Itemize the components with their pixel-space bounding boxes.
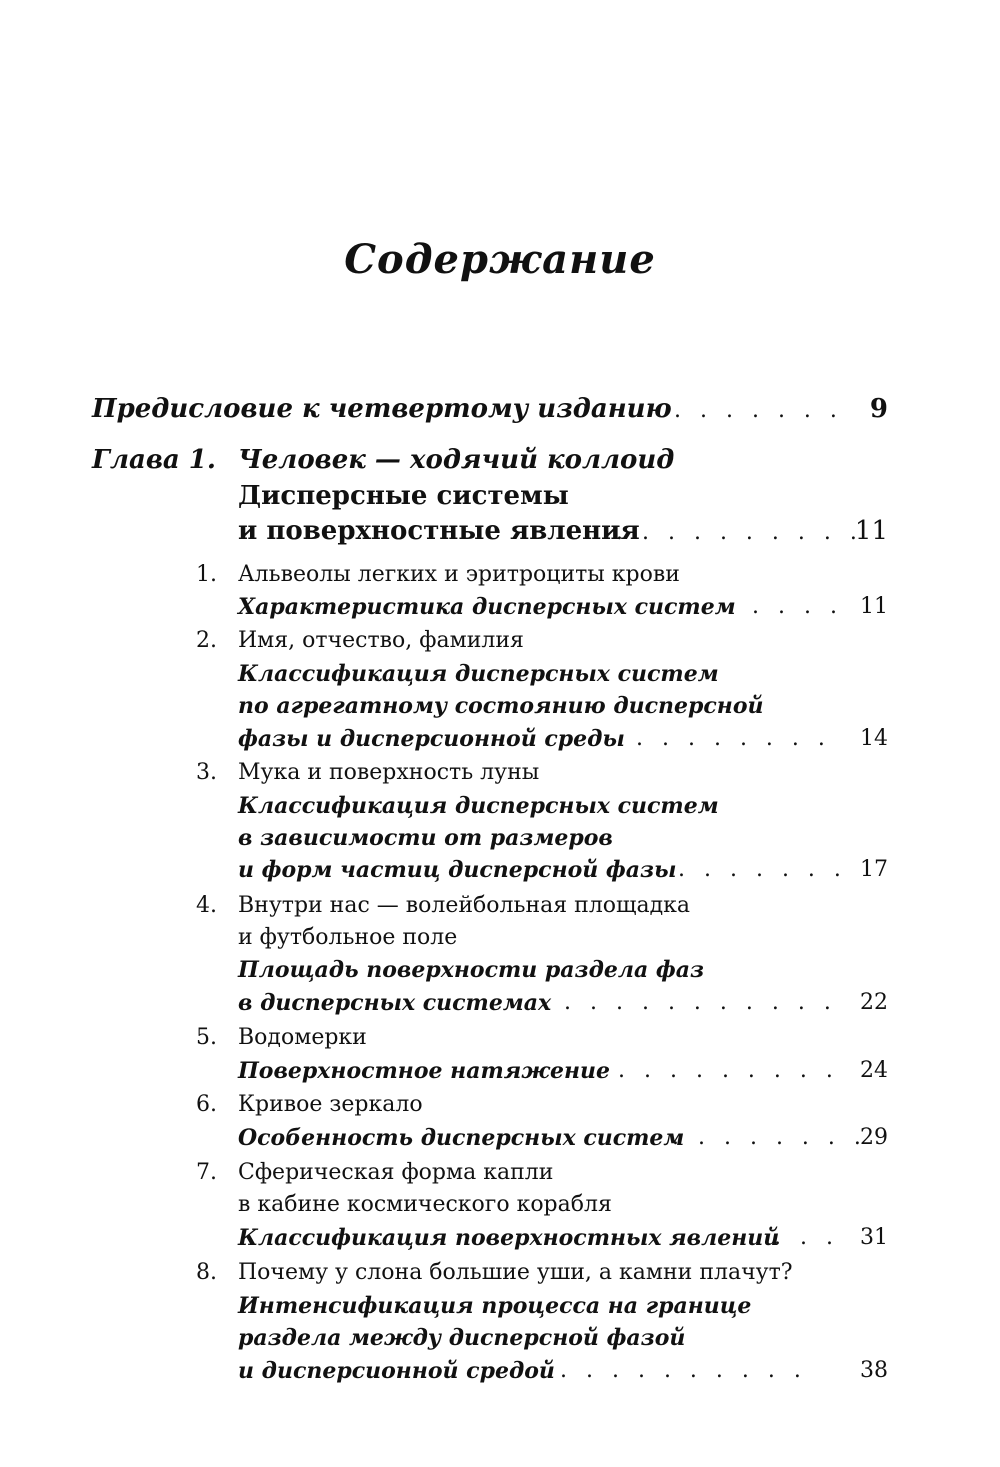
section-page-number: 22	[860, 990, 888, 1015]
section-leader: . . . . . . . . . . .	[564, 990, 837, 1015]
section-number: 1.	[196, 562, 217, 587]
section-subtitle: в дисперсных системах	[238, 990, 552, 1016]
section-title: Почему у слона большие уши, а камни плачут?	[238, 1260, 793, 1285]
chapter-title: Человек — ходячий коллоид	[238, 445, 675, 475]
section-title: Кривое зеркало	[238, 1092, 423, 1117]
section-leader: . . . . . . . .	[636, 726, 831, 751]
section-title: Внутри нас — волейбольная площадка	[238, 893, 691, 918]
section-page-number: 17	[860, 857, 888, 882]
section-subtitle: в зависимости от размеров	[238, 825, 613, 851]
section-subtitle: по агрегатному состоянию дисперсной	[238, 693, 764, 719]
section-page-number: 14	[860, 726, 888, 751]
section-number: 7.	[196, 1160, 217, 1185]
chapter-leader: . . . . . . . . . .	[616, 520, 863, 545]
section-page-number: 29	[860, 1125, 888, 1150]
section-subtitle: Особенность дисперсных систем	[238, 1125, 685, 1151]
section-leader: . . . .	[752, 594, 843, 619]
section-leader: . . . . . . . . . .	[560, 1358, 807, 1383]
section-subtitle: Классификация дисперсных систем	[238, 793, 719, 819]
section-subtitle: и дисперсионной средой	[238, 1358, 555, 1384]
section-leader: . . . . . . . .	[672, 1125, 867, 1150]
section-title: Альвеолы легких и эритроциты крови	[238, 562, 680, 587]
section-subtitle: Классификация поверхностных явлений	[238, 1225, 780, 1251]
section-leader: . . . . . . .	[678, 857, 847, 882]
section-title: в кабине космического корабля	[238, 1192, 612, 1217]
section-title: Сферическая форма капли	[238, 1160, 554, 1185]
section-number: 2.	[196, 628, 217, 653]
section-page-number: 31	[860, 1225, 888, 1250]
section-number: 3.	[196, 760, 217, 785]
section-title: Имя, отчество, фамилия	[238, 628, 524, 653]
chapter-page-number: 11	[854, 516, 888, 546]
section-subtitle: Классификация дисперсных систем	[238, 661, 719, 687]
section-page-number: 11	[860, 594, 888, 619]
section-subtitle: и форм частиц дисперсной фазы	[238, 857, 677, 883]
section-leader: . . .	[774, 1225, 839, 1250]
chapter-subtitle-line-2: и поверхностные явления	[238, 516, 640, 546]
section-number: 8.	[196, 1260, 217, 1285]
preface-page-number: 9	[869, 394, 888, 424]
section-subtitle: Интенсификация процесса на границе	[238, 1293, 752, 1319]
section-number: 6.	[196, 1092, 217, 1117]
section-title: Водомерки	[238, 1025, 367, 1050]
section-number: 4.	[196, 893, 217, 918]
section-title: Мука и поверхность луны	[238, 760, 540, 785]
section-subtitle: фазы и дисперсионной среды	[238, 726, 625, 752]
section-subtitle: Поверхностное натяжение	[238, 1058, 610, 1084]
section-number: 5.	[196, 1025, 217, 1050]
section-subtitle: Площадь поверхности раздела фаз	[238, 957, 705, 983]
preface-title: Предисловие к четвертому изданию	[92, 394, 672, 424]
chapter-subtitle-line-1: Дисперсные системы	[238, 481, 569, 511]
section-leader: . . . . . . . . .	[618, 1058, 839, 1083]
section-page-number: 38	[860, 1358, 888, 1383]
page-title: Содержание	[344, 236, 656, 283]
preface-leader: . . . . . . .	[674, 398, 843, 423]
section-page-number: 24	[860, 1058, 888, 1083]
section-subtitle: раздела между дисперсной фазой	[238, 1325, 686, 1351]
section-title: и футбольное поле	[238, 925, 458, 950]
chapter-label: Глава 1.	[92, 445, 216, 475]
section-subtitle: Характеристика дисперсных систем	[238, 594, 736, 620]
